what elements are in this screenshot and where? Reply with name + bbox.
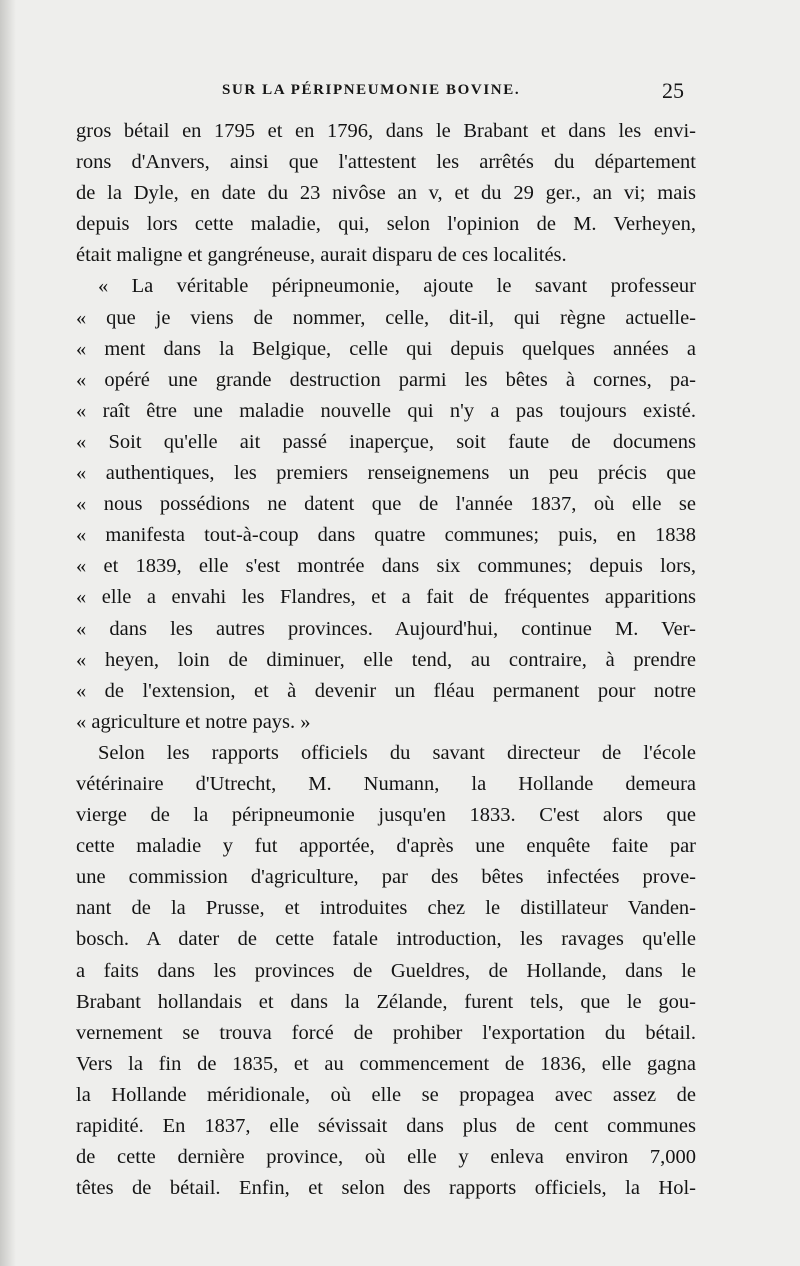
text-line: « elle a envahi les Flandres, et a fait de fréquentes apparitions bbox=[76, 586, 696, 609]
text-line: cette maladie y fut apportée, d'après une enquête faite par bbox=[76, 835, 696, 858]
text-line: « de l'extension, et à devenir un fléau permanent pour notre bbox=[76, 679, 696, 702]
text-line: « ment dans la Belgique, celle qui depuis quelques années a bbox=[76, 337, 696, 360]
text-line: vétérinaire d'Utrecht, M. Numann, la Hollande demeura bbox=[76, 772, 696, 795]
text-line: « manifesta tout-à-coup dans quatre communes; puis, en 1838 bbox=[76, 524, 696, 547]
text-line: têtes de bétail. Enfin, et selon des rapports officiels, la Hol- bbox=[76, 1177, 696, 1200]
text-line: « nous possédions ne datent que de l'année 1837, où elle se bbox=[76, 493, 696, 516]
text-line: rons d'Anvers, ainsi que l'attestent les arrêtés du département bbox=[76, 151, 696, 174]
page-number: 25 bbox=[662, 78, 684, 103]
text-line: « agriculture et notre pays. » bbox=[76, 710, 311, 733]
text-line: une commission d'agriculture, par des bêtes infectées prove- bbox=[76, 866, 696, 889]
text-line: « Soit qu'elle ait passé inaperçue, soit faute de documens bbox=[76, 430, 696, 453]
text-line: gros bétail en 1795 et en 1796, dans le Brabant et dans les envi- bbox=[76, 120, 696, 142]
text-line: « et 1839, elle s'est montrée dans six communes; depuis lors, bbox=[76, 555, 696, 578]
text-line: Selon les rapports officiels du savant directeur de l'école bbox=[98, 741, 696, 764]
text-line: « opéré une grande destruction parmi les bêtes à cornes, pa- bbox=[76, 368, 696, 391]
text-line: vierge de la péripneumonie jusqu'en 1833. C'est alors que bbox=[76, 804, 696, 827]
text-line: était maligne et gangréneuse, aurait disparu de ces localités. bbox=[76, 244, 567, 267]
text-line: « La véritable péripneumonie, ajoute le savant professeur bbox=[98, 275, 696, 298]
text-line: Vers la fin de 1835, et au commencement de 1836, elle gagna bbox=[76, 1052, 696, 1075]
text-line: Brabant hollandais et dans la Zélande, furent tels, que le gou- bbox=[76, 990, 696, 1013]
text-line: « raît être une maladie nouvelle qui n'y a pas toujours existé. bbox=[76, 399, 696, 422]
text-line: nant de la Prusse, et introduites chez le distillateur Vanden- bbox=[76, 897, 696, 920]
text-line: la Hollande méridionale, où elle se propagea avec assez de bbox=[76, 1083, 696, 1106]
text-line: « dans les autres provinces. Aujourd'hui, continue M. Ver- bbox=[76, 617, 696, 640]
text-line: bosch. A dater de cette fatale introduction, les ravages qu'elle bbox=[76, 928, 696, 951]
text-line: vernement se trouva forcé de prohiber l'exportation du bétail. bbox=[76, 1021, 696, 1044]
text-line: de cette dernière province, où elle y enleva environ 7,000 bbox=[76, 1146, 696, 1169]
text-line: de la Dyle, en date du 23 nivôse an v, et du 29 ger., an vi; mais bbox=[76, 182, 696, 205]
text-line: « heyen, loin de diminuer, elle tend, au contraire, à prendre bbox=[76, 648, 696, 671]
text-line: a faits dans les provinces de Gueldres, de Hollande, dans le bbox=[76, 959, 696, 982]
page-edge-shadow bbox=[0, 0, 16, 1266]
text-line: « que je viens de nommer, celle, dit-il, qui règne actuelle- bbox=[76, 306, 696, 329]
text-line: depuis lors cette maladie, qui, selon l'opinion de M. Verheyen, bbox=[76, 213, 696, 236]
running-title: SUR LA PÉRIPNEUMONIE BOVINE. bbox=[222, 82, 521, 98]
body-text bbox=[76, 116, 696, 1204]
running-head bbox=[76, 78, 688, 108]
text-line: « authentiques, les premiers renseignemens un peu précis que bbox=[76, 462, 696, 485]
text-line: rapidité. En 1837, elle sévissait dans plus de cent communes bbox=[76, 1115, 696, 1137]
